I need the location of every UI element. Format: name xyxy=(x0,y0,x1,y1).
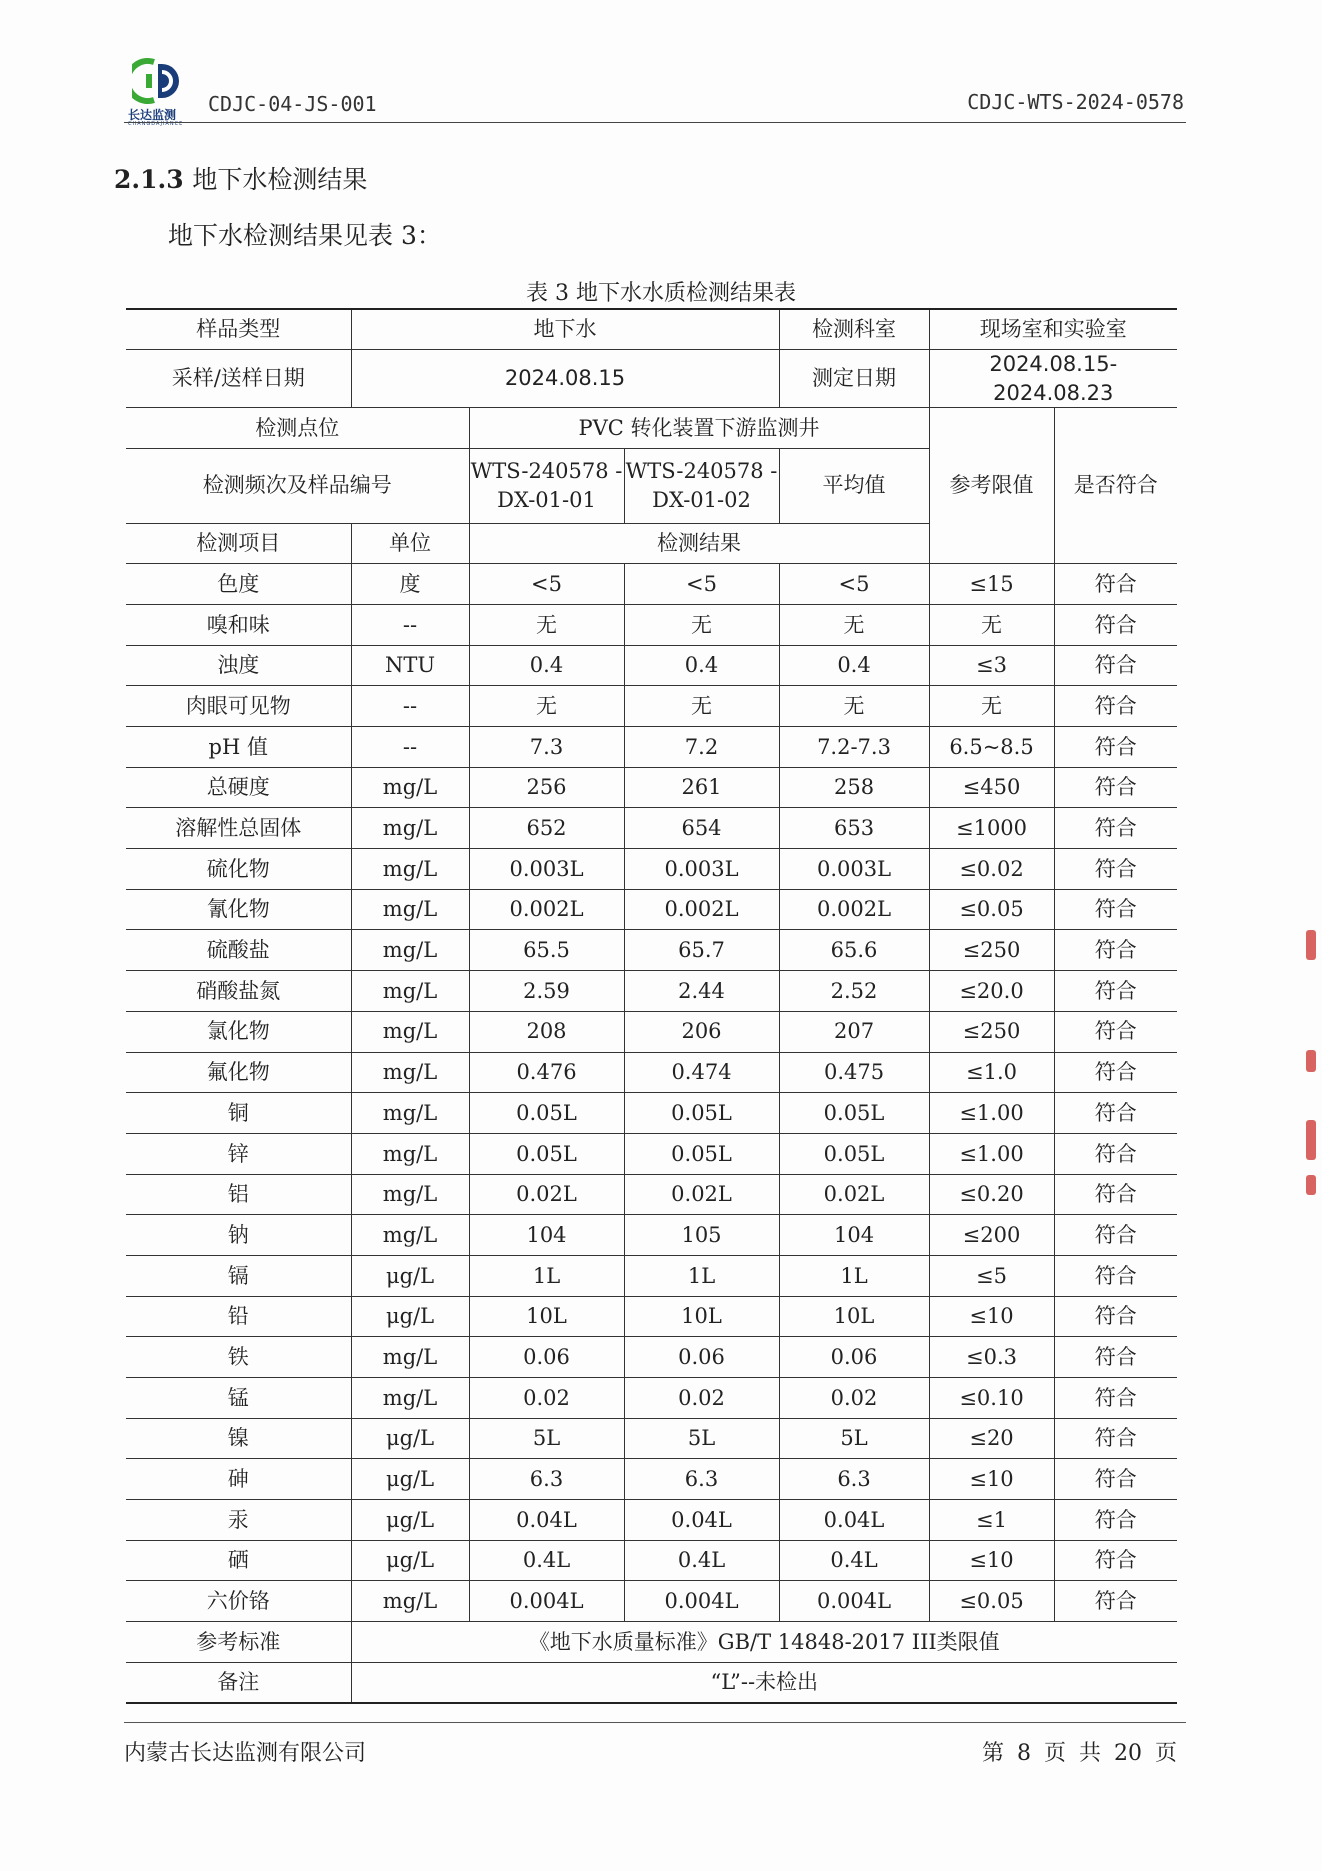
standard-label: 参考标准 xyxy=(126,1622,351,1663)
value-average: 0.002L xyxy=(779,889,929,930)
value-sample-1: 0.004L xyxy=(469,1581,624,1622)
item-unit: -- xyxy=(351,604,469,645)
report-number: CDJC-WTS-2024-0578 xyxy=(967,90,1184,114)
value-limit: ≤10 xyxy=(929,1540,1054,1581)
item-unit: mg/L xyxy=(351,1133,469,1174)
item-unit: 度 xyxy=(351,564,469,605)
point-value: PVC 转化装置下游监测井 xyxy=(469,407,929,448)
value-conform: 符合 xyxy=(1054,1296,1177,1337)
value-conform: 符合 xyxy=(1054,604,1177,645)
value-conform: 符合 xyxy=(1054,971,1177,1012)
table-row xyxy=(126,1418,1177,1459)
value-conform: 符合 xyxy=(1054,1581,1177,1622)
company-name: 内蒙古长达监测有限公司 xyxy=(124,1741,367,1766)
value-sample-1: 1L xyxy=(469,1255,624,1296)
value-average: 0.475 xyxy=(779,1052,929,1093)
results-table xyxy=(126,308,1177,1704)
value-sample-2: 7.2 xyxy=(624,727,779,768)
item-unit: μg/L xyxy=(351,1459,469,1500)
conform-header: 是否符合 xyxy=(1054,407,1177,563)
sampling-date-value: 2024.08.15 xyxy=(351,350,779,408)
note-value: “L”--未检出 xyxy=(351,1662,1177,1703)
footer-divider xyxy=(124,1722,1186,1723)
value-average: 258 xyxy=(779,767,929,808)
item-unit: NTU xyxy=(351,645,469,686)
freq-label: 检测频次及样品编号 xyxy=(126,448,469,523)
value-sample-2: 5L xyxy=(624,1418,779,1459)
item-header: 检测项目 xyxy=(126,523,351,564)
value-limit: ≤250 xyxy=(929,930,1054,971)
sample-id-1: WTS-240578 -DX-01-01 xyxy=(469,448,624,523)
value-sample-2: 1L xyxy=(624,1255,779,1296)
value-sample-2: 0.06 xyxy=(624,1337,779,1378)
sampling-date-label: 采样/送样日期 xyxy=(126,350,351,408)
point-label: 检测点位 xyxy=(126,407,469,448)
average-header: 平均值 xyxy=(779,448,929,523)
result-header: 检测结果 xyxy=(469,523,929,564)
value-sample-1: 0.04L xyxy=(469,1500,624,1541)
item-name: 氯化物 xyxy=(126,1011,351,1052)
value-conform: 符合 xyxy=(1054,849,1177,890)
value-sample-1: 2.59 xyxy=(469,971,624,1012)
value-sample-1: 0.02 xyxy=(469,1378,624,1419)
value-sample-2: 10L xyxy=(624,1296,779,1337)
value-sample-2: 654 xyxy=(624,808,779,849)
value-sample-1: 0.4 xyxy=(469,645,624,686)
item-name: 氟化物 xyxy=(126,1052,351,1093)
sample-type-value: 地下水 xyxy=(351,309,779,350)
value-average: 207 xyxy=(779,1011,929,1052)
value-sample-2: 0.05L xyxy=(624,1093,779,1134)
value-limit: ≤0.05 xyxy=(929,889,1054,930)
item-unit: mg/L xyxy=(351,1093,469,1134)
value-average: 0.02L xyxy=(779,1174,929,1215)
table-row xyxy=(126,727,1177,768)
value-sample-2: 2.44 xyxy=(624,971,779,1012)
item-name: 总硬度 xyxy=(126,767,351,808)
item-name: 硝酸盐氮 xyxy=(126,971,351,1012)
value-limit: ≤20 xyxy=(929,1418,1054,1459)
value-sample-1: 0.002L xyxy=(469,889,624,930)
item-unit: mg/L xyxy=(351,930,469,971)
value-limit: ≤20.0 xyxy=(929,971,1054,1012)
value-sample-2: 0.02L xyxy=(624,1174,779,1215)
value-sample-1: 256 xyxy=(469,767,624,808)
table-row xyxy=(126,1500,1177,1541)
table-row xyxy=(126,1581,1177,1622)
item-name: 铝 xyxy=(126,1174,351,1215)
value-average: 0.04L xyxy=(779,1500,929,1541)
table-caption: 表 3 地下水水质检测结果表 xyxy=(526,281,796,306)
value-limit: ≤10 xyxy=(929,1296,1054,1337)
item-unit: mg/L xyxy=(351,1052,469,1093)
value-average: 0.05L xyxy=(779,1133,929,1174)
value-conform: 符合 xyxy=(1054,1378,1177,1419)
section-number: 2.1.3 xyxy=(114,165,184,194)
item-name: 溶解性总固体 xyxy=(126,808,351,849)
item-unit: mg/L xyxy=(351,889,469,930)
item-unit: mg/L xyxy=(351,1581,469,1622)
unit-header: 单位 xyxy=(351,523,469,564)
item-unit: μg/L xyxy=(351,1540,469,1581)
value-conform: 符合 xyxy=(1054,727,1177,768)
value-sample-2: 206 xyxy=(624,1011,779,1052)
value-sample-2: 0.003L xyxy=(624,849,779,890)
logo-text: 长达监测 xyxy=(128,108,177,122)
meta-row-1 xyxy=(126,309,1177,350)
value-conform: 符合 xyxy=(1054,1093,1177,1134)
ref-limit-header: 参考限值 xyxy=(929,407,1054,563)
item-name: 氰化物 xyxy=(126,889,351,930)
note-label: 备注 xyxy=(126,1662,351,1703)
page-number: 第 8 页 共 20 页 xyxy=(982,1741,1177,1766)
value-sample-1: 无 xyxy=(469,604,624,645)
company-logo xyxy=(128,58,188,127)
value-sample-1: <5 xyxy=(469,564,624,605)
value-sample-2: 0.4L xyxy=(624,1540,779,1581)
value-sample-1: 7.3 xyxy=(469,727,624,768)
value-limit: ≤0.20 xyxy=(929,1174,1054,1215)
value-limit: ≤1.00 xyxy=(929,1093,1054,1134)
table-row xyxy=(126,849,1177,890)
meta-row-2 xyxy=(126,350,1177,408)
table-row xyxy=(126,1540,1177,1581)
value-average: 5L xyxy=(779,1418,929,1459)
item-name: 六价铬 xyxy=(126,1581,351,1622)
seal-mark xyxy=(1306,1175,1316,1195)
standard-row xyxy=(126,1622,1177,1663)
value-limit: ≤3 xyxy=(929,645,1054,686)
value-average: 7.2-7.3 xyxy=(779,727,929,768)
value-sample-2: 0.474 xyxy=(624,1052,779,1093)
table-row xyxy=(126,930,1177,971)
value-conform: 符合 xyxy=(1054,1052,1177,1093)
value-conform: 符合 xyxy=(1054,1215,1177,1256)
value-conform: 符合 xyxy=(1054,564,1177,605)
table-row xyxy=(126,1052,1177,1093)
table-row xyxy=(126,1011,1177,1052)
test-date-value: 2024.08.15-2024.08.23 xyxy=(929,350,1177,408)
item-name: 铁 xyxy=(126,1337,351,1378)
value-average: 无 xyxy=(779,604,929,645)
form-code: CDJC-04-JS-001 xyxy=(208,92,377,116)
value-sample-2: 0.02 xyxy=(624,1378,779,1419)
item-unit: μg/L xyxy=(351,1418,469,1459)
value-limit: ≤0.02 xyxy=(929,849,1054,890)
value-conform: 符合 xyxy=(1054,1133,1177,1174)
item-name: 钠 xyxy=(126,1215,351,1256)
item-name: 砷 xyxy=(126,1459,351,1500)
item-unit: -- xyxy=(351,686,469,727)
item-name: 色度 xyxy=(126,564,351,605)
item-name: 嗅和味 xyxy=(126,604,351,645)
item-unit: mg/L xyxy=(351,971,469,1012)
value-sample-1: 0.4L xyxy=(469,1540,624,1581)
seal-mark xyxy=(1306,1120,1316,1160)
value-conform: 符合 xyxy=(1054,1337,1177,1378)
value-conform: 符合 xyxy=(1054,1459,1177,1500)
item-name: 锰 xyxy=(126,1378,351,1419)
value-sample-2: 无 xyxy=(624,604,779,645)
dept-value: 现场室和实验室 xyxy=(929,309,1177,350)
table-row xyxy=(126,604,1177,645)
value-average: 0.004L xyxy=(779,1581,929,1622)
value-sample-1: 104 xyxy=(469,1215,624,1256)
item-unit: μg/L xyxy=(351,1255,469,1296)
item-unit: mg/L xyxy=(351,767,469,808)
table-row xyxy=(126,889,1177,930)
item-unit: -- xyxy=(351,727,469,768)
value-sample-1: 10L xyxy=(469,1296,624,1337)
value-average: 0.4 xyxy=(779,645,929,686)
item-name: 浊度 xyxy=(126,645,351,686)
value-sample-2: 0.04L xyxy=(624,1500,779,1541)
table-row xyxy=(126,1378,1177,1419)
value-average: 无 xyxy=(779,686,929,727)
value-conform: 符合 xyxy=(1054,1255,1177,1296)
value-sample-1: 0.06 xyxy=(469,1337,624,1378)
table-row xyxy=(126,645,1177,686)
item-name: 镍 xyxy=(126,1418,351,1459)
value-limit: 6.5~8.5 xyxy=(929,727,1054,768)
value-conform: 符合 xyxy=(1054,645,1177,686)
value-average: 0.05L xyxy=(779,1093,929,1134)
value-limit: ≤450 xyxy=(929,767,1054,808)
value-limit: ≤1.00 xyxy=(929,1133,1054,1174)
value-limit: 无 xyxy=(929,604,1054,645)
table-row xyxy=(126,564,1177,605)
value-sample-1: 无 xyxy=(469,686,624,727)
value-average: 2.52 xyxy=(779,971,929,1012)
value-average: 0.02 xyxy=(779,1378,929,1419)
value-sample-1: 208 xyxy=(469,1011,624,1052)
value-conform: 符合 xyxy=(1054,1174,1177,1215)
item-name: 铜 xyxy=(126,1093,351,1134)
value-conform: 符合 xyxy=(1054,1540,1177,1581)
value-average: <5 xyxy=(779,564,929,605)
value-sample-1: 652 xyxy=(469,808,624,849)
value-sample-2: 6.3 xyxy=(624,1459,779,1500)
value-limit: ≤0.3 xyxy=(929,1337,1054,1378)
value-sample-1: 0.05L xyxy=(469,1093,624,1134)
test-date-label: 测定日期 xyxy=(779,350,929,408)
value-sample-2: 105 xyxy=(624,1215,779,1256)
item-name: 肉眼可见物 xyxy=(126,686,351,727)
value-limit: ≤5 xyxy=(929,1255,1054,1296)
sample-type-label: 样品类型 xyxy=(126,309,351,350)
table-row xyxy=(126,1255,1177,1296)
header-divider xyxy=(124,122,1186,123)
value-sample-2: 无 xyxy=(624,686,779,727)
item-unit: mg/L xyxy=(351,808,469,849)
value-limit: ≤15 xyxy=(929,564,1054,605)
value-average: 1L xyxy=(779,1255,929,1296)
value-conform: 符合 xyxy=(1054,767,1177,808)
table-row xyxy=(126,1459,1177,1500)
table-row xyxy=(126,1296,1177,1337)
item-unit: μg/L xyxy=(351,1296,469,1337)
value-sample-2: 0.05L xyxy=(624,1133,779,1174)
note-row xyxy=(126,1662,1177,1703)
value-limit: ≤0.10 xyxy=(929,1378,1054,1419)
item-unit: mg/L xyxy=(351,1337,469,1378)
table-row xyxy=(126,686,1177,727)
table-row xyxy=(126,971,1177,1012)
value-limit: ≤250 xyxy=(929,1011,1054,1052)
item-name: 硒 xyxy=(126,1540,351,1581)
value-limit: ≤200 xyxy=(929,1215,1054,1256)
table-row xyxy=(126,1337,1177,1378)
value-sample-1: 0.003L xyxy=(469,849,624,890)
intro-paragraph: 地下水检测结果见表 3： xyxy=(168,221,442,250)
table-row xyxy=(126,1093,1177,1134)
table-row xyxy=(126,1133,1177,1174)
value-limit: ≤1000 xyxy=(929,808,1054,849)
value-sample-1: 0.476 xyxy=(469,1052,624,1093)
value-sample-1: 6.3 xyxy=(469,1459,624,1500)
value-conform: 符合 xyxy=(1054,930,1177,971)
seal-mark xyxy=(1306,1050,1316,1072)
value-limit: ≤1.0 xyxy=(929,1052,1054,1093)
item-name: pH 值 xyxy=(126,727,351,768)
value-sample-2: 0.004L xyxy=(624,1581,779,1622)
value-average: 6.3 xyxy=(779,1459,929,1500)
value-sample-1: 0.02L xyxy=(469,1174,624,1215)
value-sample-2: 0.4 xyxy=(624,645,779,686)
value-sample-2: 261 xyxy=(624,767,779,808)
item-name: 镉 xyxy=(126,1255,351,1296)
item-unit: mg/L xyxy=(351,1011,469,1052)
value-average: 653 xyxy=(779,808,929,849)
value-average: 10L xyxy=(779,1296,929,1337)
value-sample-1: 0.05L xyxy=(469,1133,624,1174)
value-sample-2: 65.7 xyxy=(624,930,779,971)
value-sample-1: 5L xyxy=(469,1418,624,1459)
item-name: 锌 xyxy=(126,1133,351,1174)
value-average: 0.4L xyxy=(779,1540,929,1581)
value-average: 65.6 xyxy=(779,930,929,971)
item-unit: mg/L xyxy=(351,849,469,890)
section-title: 地下水检测结果 xyxy=(192,165,368,194)
item-unit: μg/L xyxy=(351,1500,469,1541)
table-row xyxy=(126,808,1177,849)
item-unit: mg/L xyxy=(351,1174,469,1215)
value-sample-1: 65.5 xyxy=(469,930,624,971)
value-sample-2: 0.002L xyxy=(624,889,779,930)
logo-mark-icon xyxy=(132,58,184,104)
seal-mark xyxy=(1306,930,1316,960)
item-unit: mg/L xyxy=(351,1215,469,1256)
value-average: 0.003L xyxy=(779,849,929,890)
value-average: 0.06 xyxy=(779,1337,929,1378)
sample-id-2: WTS-240578 -DX-01-02 xyxy=(624,448,779,523)
item-unit: mg/L xyxy=(351,1378,469,1419)
dept-label: 检测科室 xyxy=(779,309,929,350)
value-conform: 符合 xyxy=(1054,1011,1177,1052)
item-name: 硫化物 xyxy=(126,849,351,890)
item-name: 硫酸盐 xyxy=(126,930,351,971)
item-name: 铅 xyxy=(126,1296,351,1337)
value-limit: ≤10 xyxy=(929,1459,1054,1500)
value-limit: ≤0.05 xyxy=(929,1581,1054,1622)
value-conform: 符合 xyxy=(1054,808,1177,849)
value-conform: 符合 xyxy=(1054,1418,1177,1459)
value-limit: ≤1 xyxy=(929,1500,1054,1541)
value-limit: 无 xyxy=(929,686,1054,727)
logo-subtext: CHANGDAJIANCE xyxy=(128,121,184,127)
item-name: 汞 xyxy=(126,1500,351,1541)
value-conform: 符合 xyxy=(1054,1500,1177,1541)
point-row xyxy=(126,407,1177,448)
standard-value: 《地下水质量标准》GB/T 14848-2017 III类限值 xyxy=(351,1622,1177,1663)
value-average: 104 xyxy=(779,1215,929,1256)
value-conform: 符合 xyxy=(1054,889,1177,930)
section-heading xyxy=(114,160,367,196)
table-row xyxy=(126,1215,1177,1256)
table-row xyxy=(126,767,1177,808)
value-conform: 符合 xyxy=(1054,686,1177,727)
table-row xyxy=(126,1174,1177,1215)
value-sample-2: <5 xyxy=(624,564,779,605)
